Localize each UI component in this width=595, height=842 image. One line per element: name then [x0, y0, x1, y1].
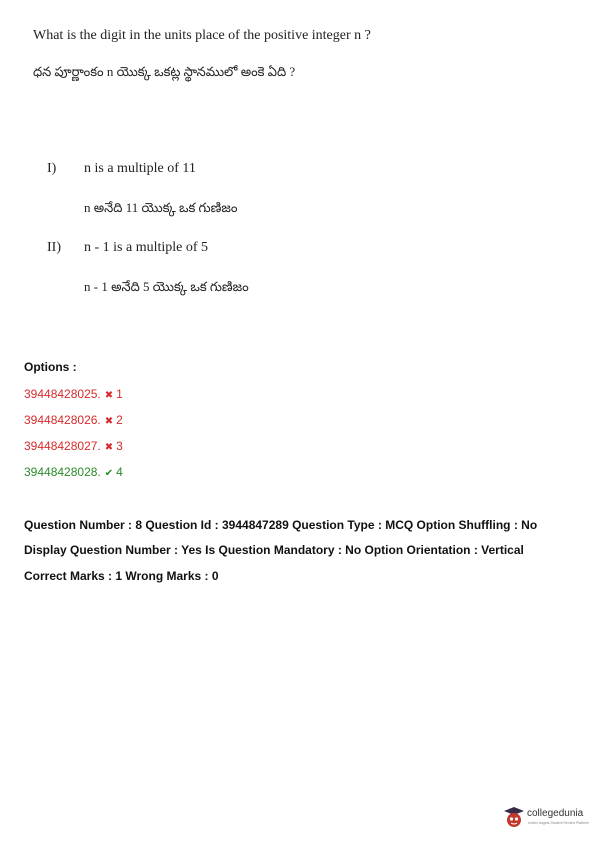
statement-english: n - 1 is a multiple of 5 [84, 240, 209, 255]
logo-name: collegedunia [527, 808, 584, 819]
statement-telugu: n అనేది 11 యొక్క ఒక గుణిజం [84, 200, 238, 215]
question-meta-line: Display Question Number : Yes Is Question Mandatory : No Option Orientation : Vertical [24, 543, 524, 557]
option-id: 39448428027. [24, 439, 101, 453]
option-id: 39448428026. [24, 413, 101, 427]
statement-english: n is a multiple of 11 [84, 161, 196, 176]
question-telugu: ధన పూర్ణాంకం n యొక్క ఒకట్ల స్థానములో అంకె ఏది ? [33, 64, 296, 79]
statement-number: I) [47, 161, 57, 176]
option-item [24, 465, 123, 479]
option-value: 1 [116, 387, 123, 401]
option-value: 4 [116, 465, 123, 479]
option-item [24, 413, 123, 427]
statement-number: II) [47, 240, 61, 255]
question-meta-line: Correct Marks : 1 Wrong Marks : 0 [24, 569, 219, 583]
mascot-icon [503, 806, 525, 830]
cross-icon: ✖ [104, 390, 114, 401]
cross-icon: ✖ [104, 442, 114, 453]
collegedunia-logo [503, 806, 593, 832]
question-meta-line: Question Number : 8 Question Id : 3944847289 Question Type : MCQ Option Shuffling : No [24, 518, 538, 532]
option-value: 3 [116, 439, 123, 453]
option-item [24, 387, 123, 401]
logo-tagline: India's largest Student Review Platform [528, 821, 589, 825]
option-id: 39448428028. [24, 465, 101, 479]
options-label: Options : [24, 360, 77, 374]
option-value: 2 [116, 413, 123, 427]
statement-telugu: n - 1 అనేది 5 యొక్క ఒక గుణిజం [84, 279, 249, 294]
check-icon: ✔ [104, 468, 114, 479]
option-item [24, 439, 123, 453]
question-english: What is the digit in the units place of the positive integer n ? [33, 28, 371, 43]
option-id: 39448428025. [24, 387, 101, 401]
cross-icon: ✖ [104, 416, 114, 427]
